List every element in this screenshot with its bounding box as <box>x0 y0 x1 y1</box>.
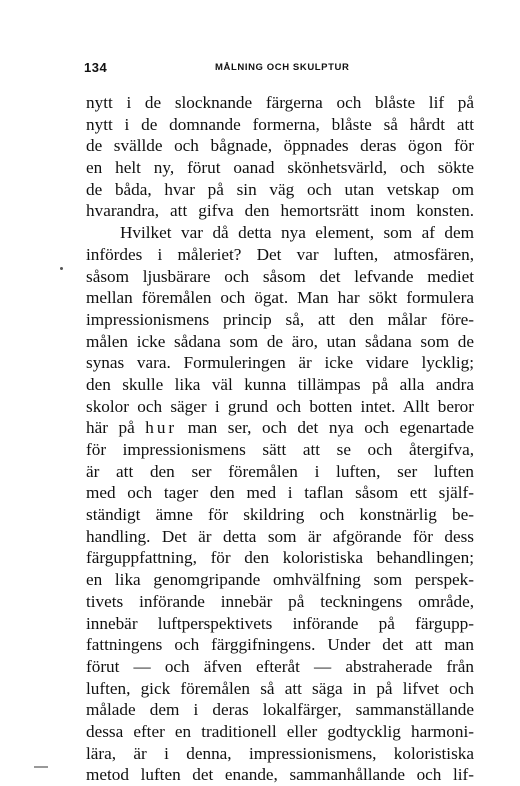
emphasized-word: hur <box>145 418 178 438</box>
page-number: 134 <box>84 60 108 75</box>
text-line: mellan föremålen och ögat. Man har sökt formulera <box>86 288 474 308</box>
text-line: synas vara. Formuleringen är icke vidare lycklig; <box>86 353 474 373</box>
text-line <box>86 417 474 439</box>
text-line: luften, gick föremålen så att säga in på lifvet och <box>86 678 474 698</box>
text-line: ständigt ämne för skildring och konstnärlig be- <box>86 505 474 525</box>
text-line: nytt i de slocknande färgerna och blåste lif på <box>86 93 474 112</box>
text-line: målen icke sådana som de äro, utan sådana som de <box>86 331 474 351</box>
text-line: innebär luftperspektivets införande på färgupp- <box>86 613 474 633</box>
text-line: tivets införande innebär på teckningens område, <box>86 591 474 611</box>
text-line: metod luften det enande, sammanhållande och lif- <box>86 765 474 785</box>
text-line: lära, är i denna, impressionismens, koloristiska <box>86 743 474 763</box>
margin-mark <box>34 766 48 768</box>
text-line: skolor och säger i grund och botten intet. Allt beror <box>86 396 474 416</box>
text-line: de svällde och bågnade, öppnades deras ögon för <box>86 136 474 156</box>
text-line: med och tager den med i taflan såsom ett själf- <box>86 483 474 503</box>
text-line: en lika genomgripande omhvälfning som perspek- <box>86 570 474 590</box>
text-line: infördes i måleriet? Det var luften, atmosfären, <box>86 244 474 264</box>
text-line: fattningens och färggifningens. Under det att man <box>86 635 474 655</box>
body-text <box>86 92 474 786</box>
text-line: för impressionismens sätt att se och återgifva, <box>86 440 474 459</box>
text-line: Hvilket var då detta nya element, som af dem <box>120 223 474 243</box>
text-line: färguppfattning, för den koloristiska behandlingen; <box>86 548 474 568</box>
text-line: handling. Det är detta som är afgörande för dess <box>86 526 474 546</box>
text-line: hvarandra, att gifva den hemortsrätt inom konsten. <box>86 201 474 221</box>
text-segment: här på <box>86 418 135 438</box>
text-line: nytt i de domnande formerna, blåste så hårdt att <box>86 114 474 134</box>
text-line: såsom ljusbärare och såsom det lefvande mediet <box>86 266 474 286</box>
text-line: dessa efter en traditionell eller godtycklig harmoni- <box>86 721 474 741</box>
text-line: impressionismens princip så, att den målar före- <box>86 309 474 329</box>
text-line: en helt ny, förut oanad skönhetsvärld, och sökte <box>86 158 474 178</box>
text-line: de båda, hvar på sin väg och utan vetskap om <box>86 179 474 199</box>
text-line: målade dem i deras lokalfärger, sammanställande <box>86 700 474 720</box>
text-line: är att den ser föremålen i luften, ser luften <box>86 461 474 481</box>
text-segment: man ser, och det nya och egenartade <box>187 418 474 438</box>
margin-mark <box>60 267 63 270</box>
text-line: förut — och äfven efteråt — abstraherade från <box>86 656 474 676</box>
text-line: den skulle lika väl kunna tillämpas på alla andra <box>86 374 474 394</box>
running-title: MÅLNING OCH SKULPTUR <box>215 62 350 73</box>
page-header <box>84 60 474 76</box>
